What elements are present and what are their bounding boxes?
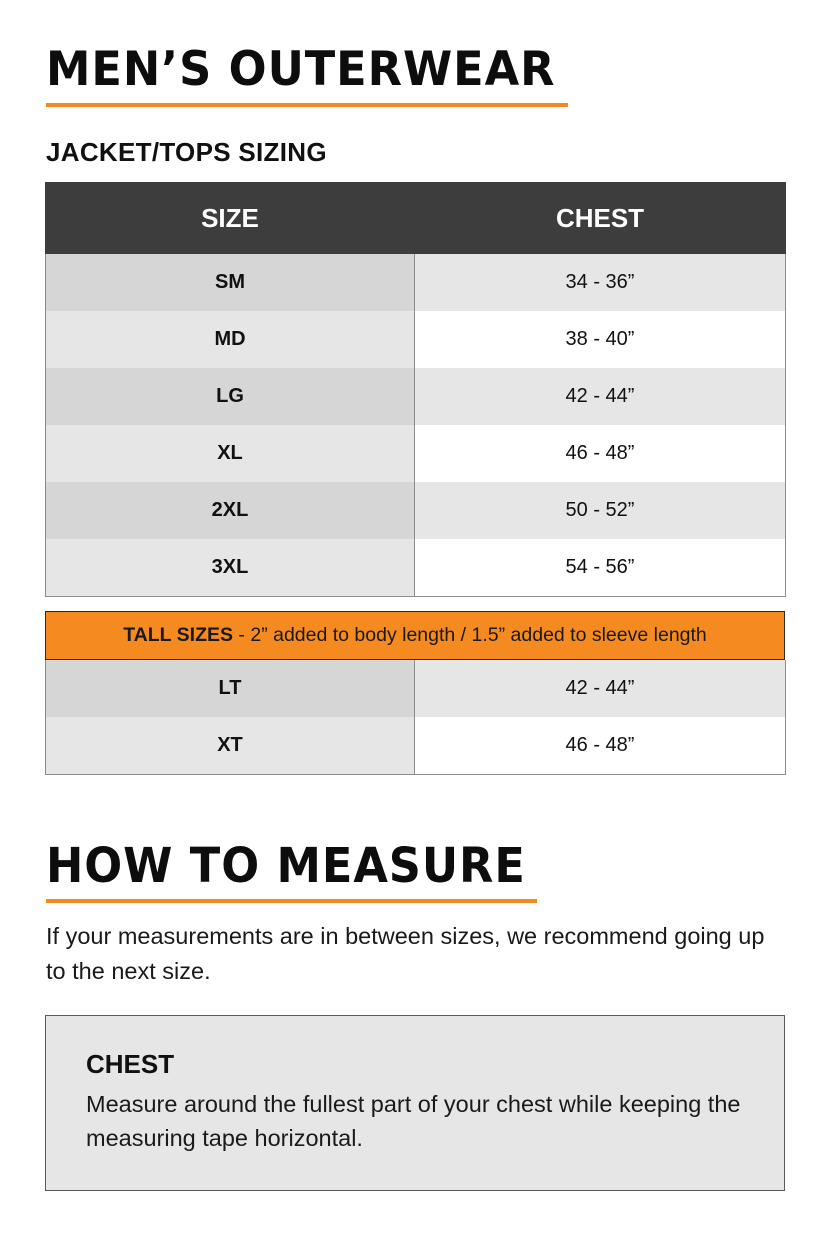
table-row <box>46 425 786 482</box>
chest-cell: 46 - 48” <box>415 717 786 775</box>
table-row <box>46 311 786 368</box>
column-header-size: SIZE <box>46 183 415 254</box>
size-cell: 3XL <box>46 539 415 597</box>
table-row <box>46 254 786 312</box>
page-title: MEN’S OUTERWEAR <box>46 42 556 97</box>
tall-sizes-banner <box>45 611 785 660</box>
size-chart-table <box>45 182 786 597</box>
chest-measure-text: Measure around the fullest part of your chest while keeping the measuring tape horizontal. <box>86 1091 741 1151</box>
chest-cell: 50 - 52” <box>415 482 786 539</box>
size-cell: LG <box>46 368 415 425</box>
size-cell: SM <box>46 254 415 312</box>
measure-title-underline <box>46 899 537 903</box>
title-underline <box>46 103 568 107</box>
tall-sizes-note: - 2” added to body length / 1.5” added to sleeve length <box>233 624 707 646</box>
table-row <box>46 368 786 425</box>
size-cell: LT <box>46 660 415 717</box>
tall-size-table <box>45 660 786 775</box>
column-header-chest: CHEST <box>415 183 786 254</box>
chest-cell: 38 - 40” <box>415 311 786 368</box>
size-cell: XT <box>46 717 415 775</box>
measure-title: HOW TO MEASURE <box>46 838 526 894</box>
table-row <box>46 717 786 775</box>
table-row <box>46 539 786 597</box>
size-cell: XL <box>46 425 415 482</box>
chest-cell: 54 - 56” <box>415 539 786 597</box>
chest-cell: 42 - 44” <box>415 368 786 425</box>
chest-cell: 46 - 48” <box>415 425 786 482</box>
size-cell: 2XL <box>46 482 415 539</box>
chest-cell: 42 - 44” <box>415 660 786 717</box>
table-row <box>46 482 786 539</box>
size-cell: MD <box>46 311 415 368</box>
measure-intro-text: If your measurements are in between sizes, we recommend going up to the next size. <box>46 923 765 984</box>
chest-cell: 34 - 36” <box>415 254 786 312</box>
chest-measure-box <box>45 1015 785 1191</box>
table-row <box>46 660 786 717</box>
chest-measure-title: CHEST <box>86 1049 175 1079</box>
tall-sizes-label: TALL SIZES <box>123 624 234 646</box>
table-header-row <box>46 183 786 254</box>
section-subtitle: JACKET/TOPS SIZING <box>46 137 327 167</box>
